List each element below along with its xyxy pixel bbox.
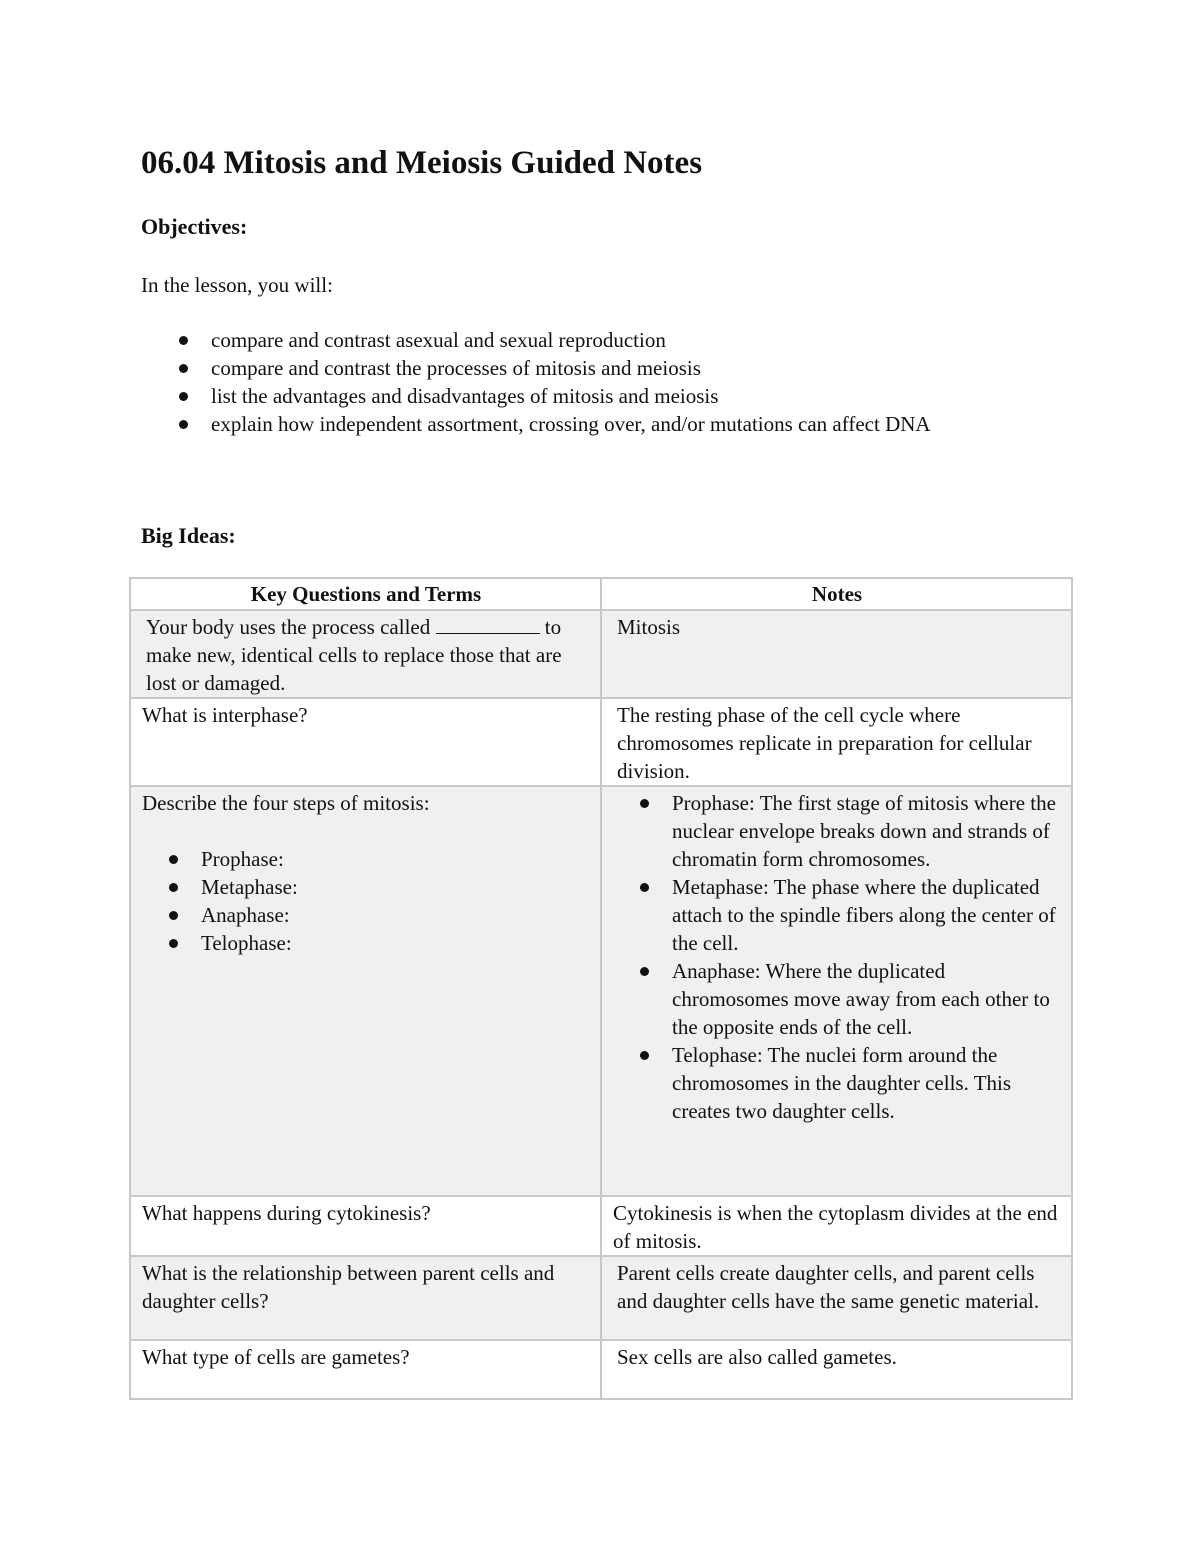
column-header-notes: Notes bbox=[601, 578, 1072, 610]
note-text: The resting phase of the cell cycle where chromosomes replicate in preparation for cellular division. bbox=[617, 703, 1032, 783]
question-text: What type of cells are gametes? bbox=[142, 1345, 410, 1369]
question-text-continued: to make new, identical cells to replace those that are lost or damaged. bbox=[146, 615, 562, 695]
list-item: Metaphase: bbox=[131, 873, 590, 901]
objective-item: list the advantages and disadvantages of mitosis and meiosis bbox=[141, 382, 931, 410]
objectives-list bbox=[141, 326, 931, 438]
note-cell bbox=[601, 1256, 1072, 1340]
list-item: Prophase: The first stage of mitosis where the nuclear envelope breaks down and strands of chromatin form chromosomes. bbox=[602, 789, 1061, 873]
list-item: Anaphase: Where the duplicated chromosomes move away from each other to the opposite ends of the cell. bbox=[602, 957, 1061, 1041]
note-cell bbox=[601, 698, 1072, 786]
table-row bbox=[130, 786, 1072, 1196]
question-cell bbox=[130, 698, 601, 786]
big-ideas-heading: Big Ideas: bbox=[141, 523, 236, 548]
mitosis-steps-list bbox=[131, 845, 590, 957]
list-item: Prophase: bbox=[131, 845, 590, 873]
table-row bbox=[130, 1256, 1072, 1340]
question-text: What is the relationship between parent cells and daughter cells? bbox=[142, 1261, 555, 1313]
note-cell bbox=[601, 1196, 1072, 1256]
table-header-row bbox=[130, 578, 1072, 610]
column-header-questions: Key Questions and Terms bbox=[130, 578, 601, 610]
objectives-intro: In the lesson, you will: bbox=[141, 273, 333, 297]
table-row bbox=[130, 698, 1072, 786]
note-text: Parent cells create daughter cells, and parent cells and daughter cells have the same genetic material. bbox=[617, 1261, 1040, 1313]
notes-table bbox=[129, 577, 1073, 1400]
objective-item: compare and contrast asexual and sexual reproduction bbox=[141, 326, 931, 354]
mitosis-notes-list bbox=[602, 787, 1061, 1125]
table-row bbox=[130, 1196, 1072, 1256]
question-text: What happens during cytokinesis? bbox=[142, 1201, 431, 1225]
page-title: 06.04 Mitosis and Meiosis Guided Notes bbox=[141, 145, 703, 181]
list-item: Anaphase: bbox=[131, 901, 590, 929]
question-text: Your body uses the process called bbox=[146, 615, 431, 639]
question-text: Describe the four steps of mitosis: bbox=[142, 791, 430, 815]
note-cell bbox=[601, 610, 1072, 698]
objectives-heading: Objectives: bbox=[141, 214, 248, 239]
note-text: Sex cells are also called gametes. bbox=[617, 1345, 897, 1369]
list-item: Telophase: The nuclei form around the chromosomes in the daughter cells. This creates two daughter cells. bbox=[602, 1041, 1061, 1125]
table-row bbox=[130, 610, 1072, 698]
note-cell bbox=[601, 786, 1072, 1196]
question-cell bbox=[130, 1340, 601, 1399]
objective-item: compare and contrast the processes of mitosis and meiosis bbox=[141, 354, 931, 382]
table-row bbox=[130, 1340, 1072, 1399]
question-cell bbox=[130, 1256, 601, 1340]
fill-in-blank bbox=[436, 613, 540, 634]
question-cell bbox=[130, 610, 601, 698]
note-cell bbox=[601, 1340, 1072, 1399]
question-text: What is interphase? bbox=[142, 703, 308, 727]
note-text: Cytokinesis is when the cytoplasm divides at the end of mitosis. bbox=[613, 1201, 1058, 1253]
question-cell bbox=[130, 786, 601, 1196]
list-item: Telophase: bbox=[131, 929, 590, 957]
question-cell bbox=[130, 1196, 601, 1256]
list-item: Metaphase: The phase where the duplicated attach to the spindle fibers along the center of the cell. bbox=[602, 873, 1061, 957]
objective-item: explain how independent assortment, crossing over, and/or mutations can affect DNA bbox=[141, 410, 931, 438]
note-text: Mitosis bbox=[617, 615, 681, 639]
